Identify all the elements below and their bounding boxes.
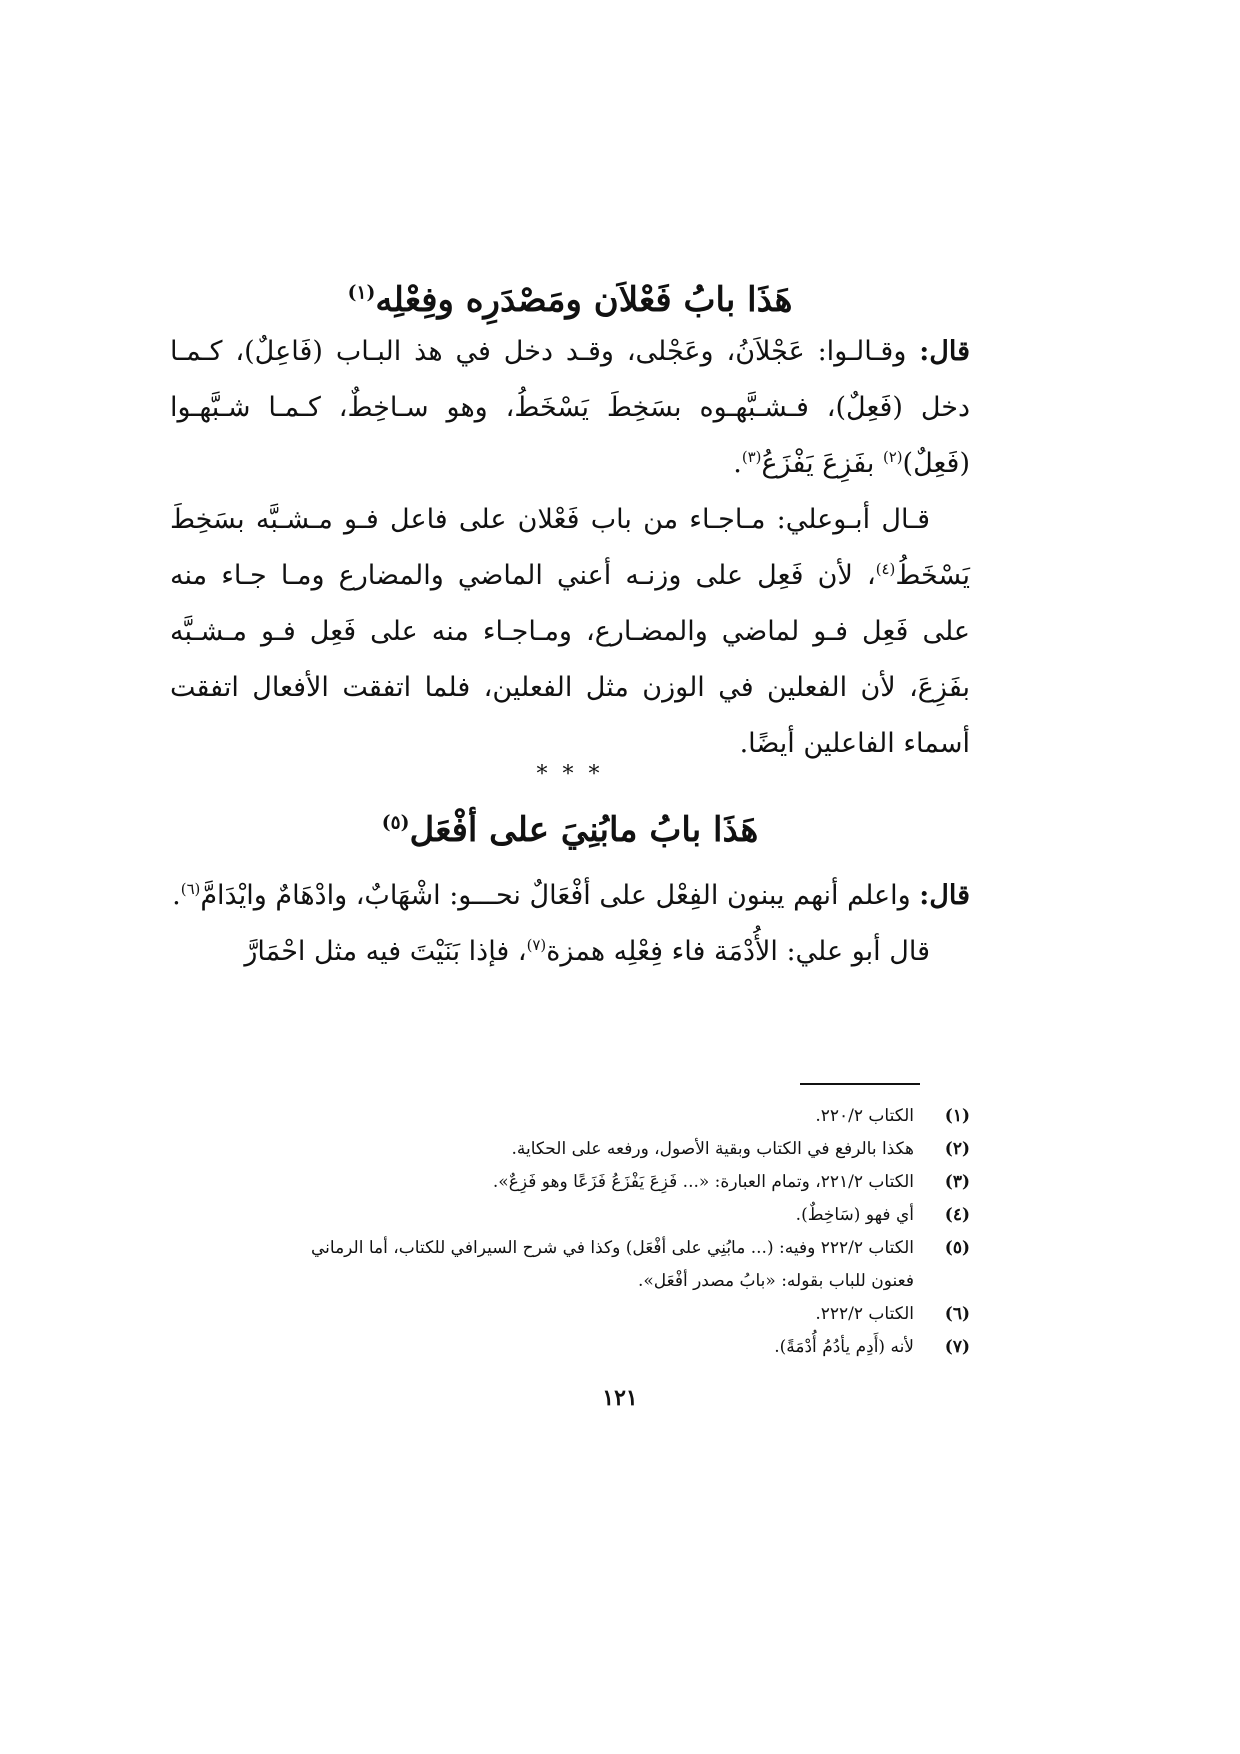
paragraph-text: قـال أبـوعلي: مـاجـاء من باب فَعْلان على فاعل فـو مـشـبَّه بسَخِطَ يَسْخَطُ [170,504,970,591]
paragraph-text: واعلم أنهم يبنون الفِعْل على أفْعَالٌ نحـــو: اشْهَابٌ، وادْهَامٌ وايْدَامَّ [200,880,920,911]
footnote-text: لأنه (أَدِم يأدُمُ أُدْمَةً). [774,1337,914,1357]
paragraph-text: ، لأن فَعِل على وزنـه أعني الماضي والمضارع ومـا جـاء منه على فَعِل فـو لماضي والمضـارع، ومـاجـاء منه على فَعِل فـو مـشـبَّه بفَزِعَ، لأن الفعلين في الوزن مثل الفعلين، فلما اتفقت الأفعال اتفقت أسماء الفاعلين أيضًا. [170,560,970,759]
footnote-text: الكتاب ٢٢٢/٢ وفيه: (... مابُنِي على أفْعَل) وكذا في شرح السيرافي للكتاب، أما الرماني فعنون للباب بقوله: «بابُ مصدر أفْعَل». [310,1238,914,1291]
footnote-text: الكتاب ٢٢٠/٢. [815,1106,914,1126]
paragraph-text: ، فإذا بَنَيْتَ فيه مثل احْمَارَّ [244,936,527,967]
paragraph-abu-ali-comment [170,492,970,772]
footnote-ref: (٤) [875,560,896,578]
paragraph-sibawayh-quote [170,324,970,492]
footnote-text: أي فهو (سَاخِطٌ). [795,1205,914,1225]
footnote-ref: (٣) [741,448,762,466]
footnote-ref: (٧) [526,936,547,954]
paragraph-text: . [172,880,181,911]
section1-body [170,324,970,772]
footnote-number: (٥) [944,1238,970,1258]
chapter-heading-fa3lan [170,278,970,322]
footnote-number: (٧) [944,1337,970,1357]
footnote-number: (٣) [944,1172,970,1192]
paragraph-text: . [733,448,742,479]
page-number: ١٢١ [602,1385,638,1411]
footnote-item [290,1100,970,1133]
footnote-number: (٤) [944,1205,970,1225]
heading-text: هَذَا بابُ فَعْلاَن ومَصْدَرِه وفِعْلِه [375,280,793,320]
paragraph-text: وقـالـوا: عَجْلاَنُ، وعَجْلى، وقـد دخل في هذ البـاب (فَاعِلٌ)، كـمـا دخل (فَعِلٌ)، فـشـبَّهـوه بسَخِطَ يَسْخَطُ، وهو سـاخِطٌ، كـمـا شـبَّهـوا (فَعِلٌ) [170,336,970,479]
paragraph-text: قال أبو علي: الأُدْمَة فاء فِعْلِه همزة [546,936,930,967]
footnotes [290,1100,970,1364]
footnote-item [290,1331,970,1364]
footnote-text: الكتاب ٢٢١/٢، وتمام العبارة: «... فَزِعَ يَفْزَعُ فَزَعًا وهو فَزِعٌ». [492,1172,914,1192]
footnote-item [290,1232,970,1298]
paragraph-abu-ali-comment [170,924,970,980]
footnote-ref: (٢) [882,448,903,466]
section-separator: * * * [536,762,604,787]
footnote-text: الكتاب ٢٢٢/٢. [815,1304,914,1324]
footnote-ref: (٥) [381,811,410,834]
footnote-item [290,1133,970,1166]
footnote-number: (٦) [944,1304,970,1324]
paragraph-sibawayh-quote [170,868,970,924]
footnote-divider [800,1083,920,1085]
footnote-text: هكذا بالرفع في الكتاب وبقية الأصول، ورفعه على الحكاية. [511,1139,914,1159]
qala-label: قال: [919,336,970,367]
heading-text: هَذَا بابُ مابُنِيَ على أفْعَل [409,810,759,850]
footnote-item [290,1166,970,1199]
footnote-ref: (٦) [180,880,201,898]
footnote-number: (٢) [944,1139,970,1159]
footnote-ref: (١) [347,281,376,304]
paragraph-text: بفَزِعَ يَفْزَعُ [761,448,883,479]
footnote-item [290,1199,970,1232]
footnote-number: (١) [944,1106,970,1126]
footnote-item [290,1298,970,1331]
chapter-heading-af3al [170,808,970,852]
qala-label: قال: [919,880,970,911]
section2-body [170,868,970,980]
